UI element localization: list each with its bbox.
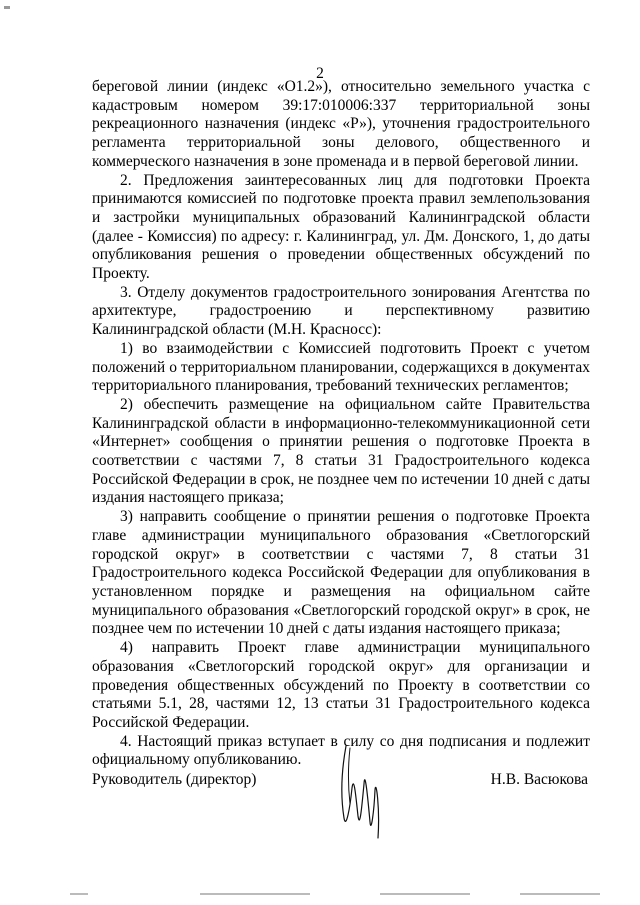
handwritten-signature [328, 738, 388, 848]
scan-artifact [4, 6, 10, 9]
paragraph-continuation: береговой линии (индекс «О1.2»), относительно земельного участка с кадастровым номером 39:17:010006:337 территориальной зоны рекреационного назначения (индекс «Р»), уточнения градостроительного регламента территориальной зоны делового, общественного и коммерческого назначения в зоне променада и в первой береговой линии. [92, 78, 590, 170]
footer-artifact [200, 893, 310, 895]
paragraph-item-4: 4. Настоящий приказ вступает в силу со дня подписания и подлежит официальному опубликованию. [92, 732, 590, 769]
footer-artifact [380, 893, 470, 895]
paragraph-subitem-1: 1) во взаимодействии с Комиссией подготовить Проект с учетом положений о территориальном планировании, содержащихся в документах территориального планирования, требований технических регламентов; [92, 339, 590, 395]
footer-artifact [70, 893, 88, 895]
document-body [92, 78, 590, 770]
paragraph-item-2: 2. Предложения заинтересованных лиц для подготовки Проекта принимаются комиссией по подготовке проекта правил землепользования и застройки муниципальных образований Калининградской области (далее - Комиссия) по адресу: г. Калининград, ул. Дм. Донского, 1, до даты опубликования решения о проведении общественных обсуждений по Проекту. [92, 171, 590, 283]
paragraph-subitem-3: 3) направить сообщение о принятии решения о подготовке Проекта главе администрации муниципального образования «Светлогорский городской округ» в соответствии с частями 7, 8 статьи 31 Градостроительного кодекса Российской Федерации для опубликования в установленном порядке и размещения на официальном сайте муниципального образования «Светлогорский городской округ» в срок, не позднее чем по истечении 10 дней с даты издания настоящего приказа; [92, 508, 590, 638]
signatory-title: Руководитель (директор) [92, 771, 257, 788]
paragraph-subitem-2: 2) обеспечить размещение на официальном сайте Правительства Калининградской области в информационно-телекоммуникационной сети «Интернет» сообщения о принятии решения о подготовке Проекта в соответствии с частями 7, 8 статьи 31 Градостроительного кодекса Российской Федерации в срок, не позднее чем по истечении 10 дней с даты издания настоящего приказа; [92, 395, 591, 507]
page-number: 2 [316, 65, 324, 82]
signatory-name: Н.В. Васюкова [490, 771, 588, 788]
paragraph-subitem-4: 4) направить Проект главе администрации муниципального образования «Светлогорский городской округ» для организации и проведения общественных обсуждений по Проекту в соответствии со статьями 5.1, 28, частями 12, 13 статьи 31 Градостроительного кодекса Российской Федерации. [92, 639, 590, 731]
paragraph-item-3: 3. Отделу документов градостроительного зонирования Агентства по архитектуре, градостроению и перспективному развитию Калининградской области (М.Н. Красносс): [92, 283, 590, 339]
footer-artifact [520, 893, 600, 895]
